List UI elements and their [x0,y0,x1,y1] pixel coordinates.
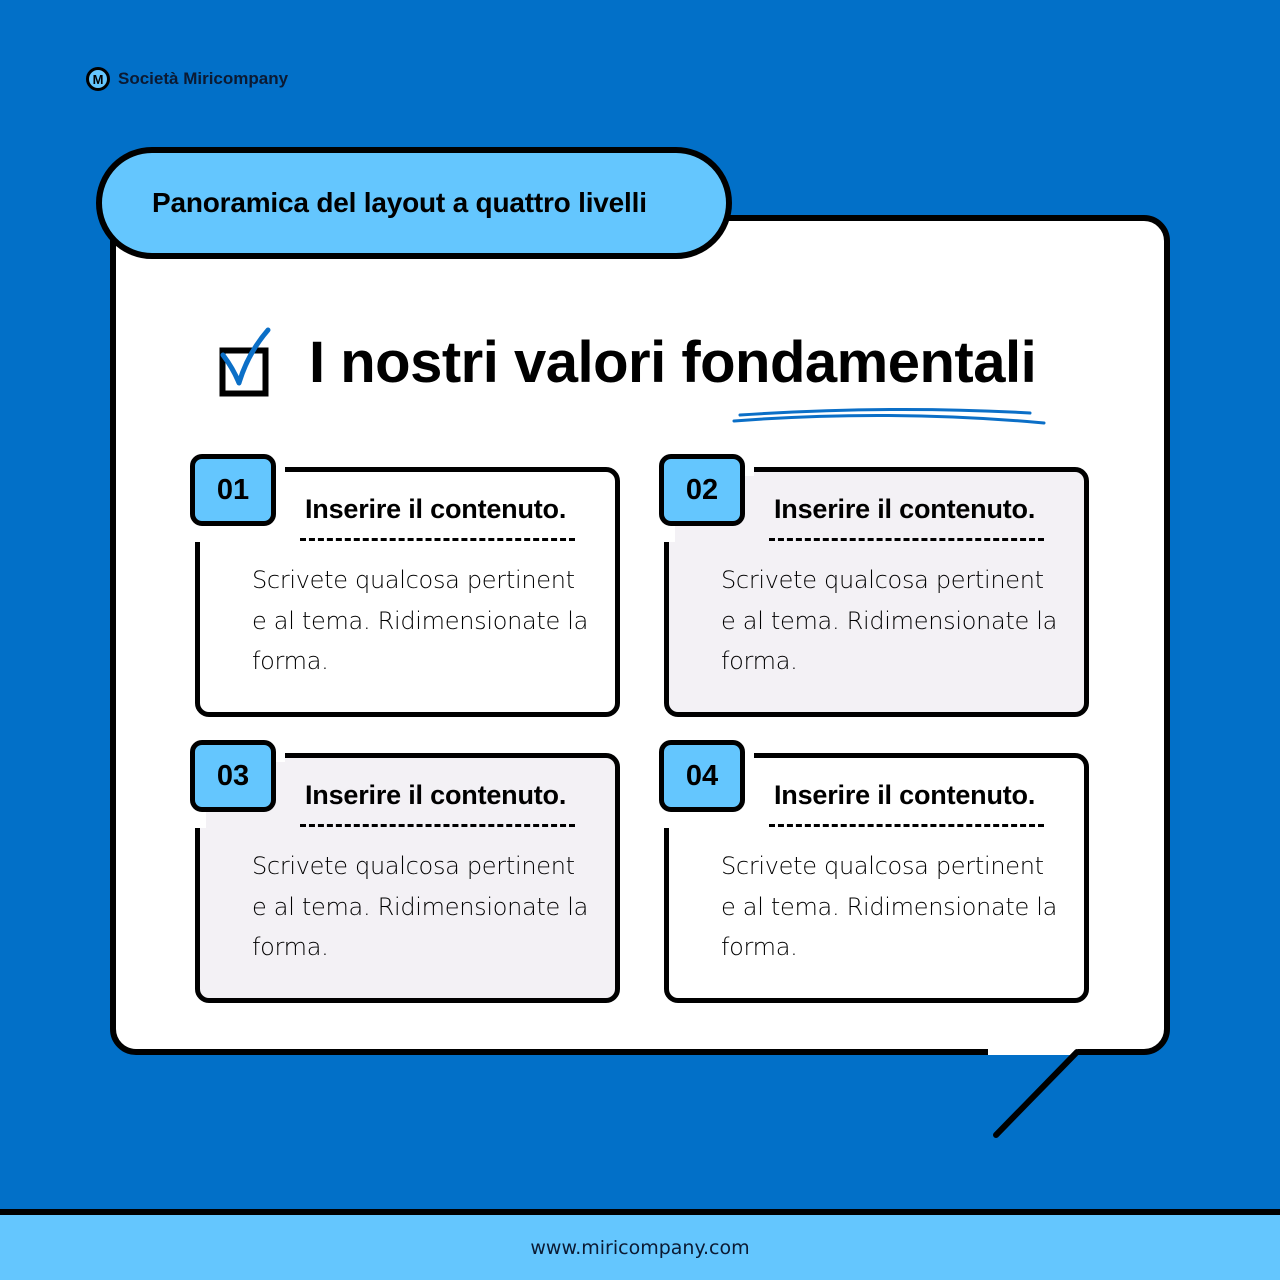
card-title: Inserire il contenuto. [305,780,567,810]
number-badge: 04 [659,740,745,812]
number-badge: 03 [190,740,276,812]
value-card-02 [659,462,1089,717]
number-badge: 02 [659,454,745,526]
card-body: Scrivete qualcosa pertinent e al tema. Ridimensionate la forma. [721,566,1058,675]
website-link[interactable]: www.miricompany.com [530,1236,750,1259]
card-title: Inserire il contenuto. [305,494,567,524]
section-heading [215,325,1036,400]
tab-title: Panoramica del layout a quattro livelli [152,187,647,218]
card-title: Inserire il contenuto. [774,494,1036,524]
underline-stroke-icon [730,405,1050,429]
dashed-divider [769,538,1044,541]
card-title: Inserire il contenuto. [774,780,1036,810]
number-badge: 01 [190,454,276,526]
checkbox-checked-icon [215,325,275,400]
layout-title-tab [96,147,732,259]
brand-logo-icon: M [86,67,110,91]
value-card-03 [190,748,620,1003]
value-card-04 [659,748,1089,1003]
card-body: Scrivete qualcosa pertinent e al tema. Ridimensionate la forma. [252,566,589,675]
heading-title: I nostri valori fondamentali [309,329,1037,395]
speech-bubble-tail-icon [980,1040,1090,1150]
value-card-01 [190,462,620,717]
card-body: Scrivete qualcosa pertinent e al tema. Ridimensionate la forma. [252,852,589,961]
card-body: Scrivete qualcosa pertinent e al tema. Ridimensionate la forma. [721,852,1058,961]
dashed-divider [300,824,575,827]
dashed-divider [300,538,575,541]
dashed-divider [769,824,1044,827]
footer-bar [0,1209,1280,1280]
brand [86,67,288,91]
brand-name: Società Miricompany [118,69,289,88]
